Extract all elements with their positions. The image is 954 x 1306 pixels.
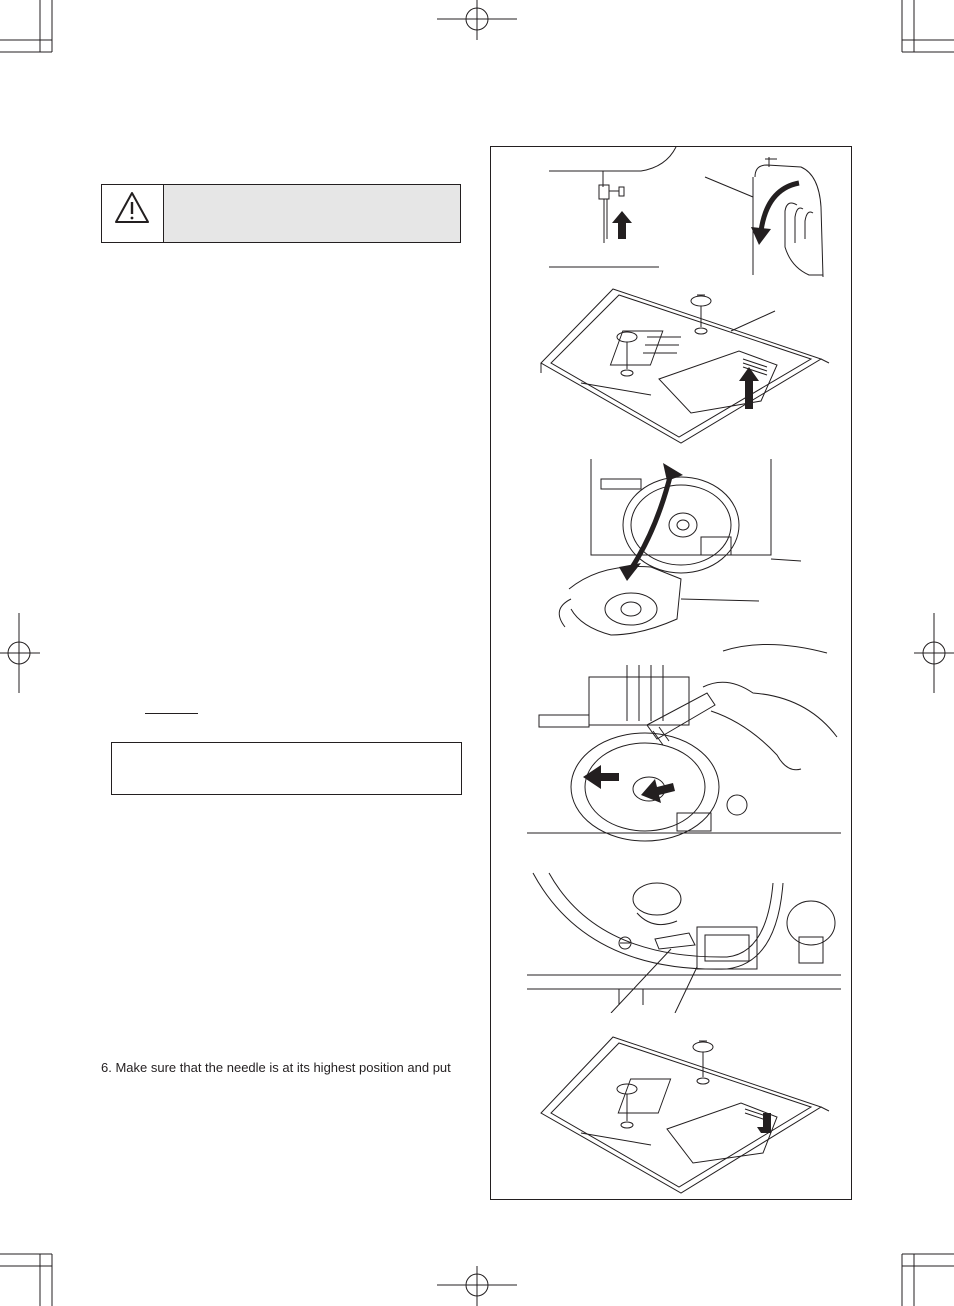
- step-6-text: 6. Make sure that the needle is at its highest position and put: [101, 1060, 451, 1075]
- underline-rule: [145, 713, 198, 714]
- needle-up-arrow-icon: [612, 211, 632, 239]
- handwheel-turn-arrow-icon: [751, 183, 799, 245]
- bobbin-holder-removal-figure: [521, 459, 831, 659]
- insert-arrow-icon: [757, 1113, 771, 1133]
- warning-icon-cell: [102, 185, 164, 242]
- illustration-frame: [490, 146, 852, 1200]
- needle-raise-figure: [541, 147, 841, 277]
- hook-cleaning-figure: [527, 637, 841, 847]
- note-box: [111, 742, 462, 795]
- lift-arrow-icon: [739, 367, 759, 409]
- needle-plate-attach-figure: [531, 1023, 831, 1203]
- needle-plate-removal-figure: [531, 281, 831, 451]
- bobbin-holder-insert-figure: [527, 863, 841, 1013]
- bobbin-swap-arrow-icon: [619, 463, 683, 581]
- warning-box: [101, 184, 461, 243]
- warning-triangle-icon: [102, 185, 162, 242]
